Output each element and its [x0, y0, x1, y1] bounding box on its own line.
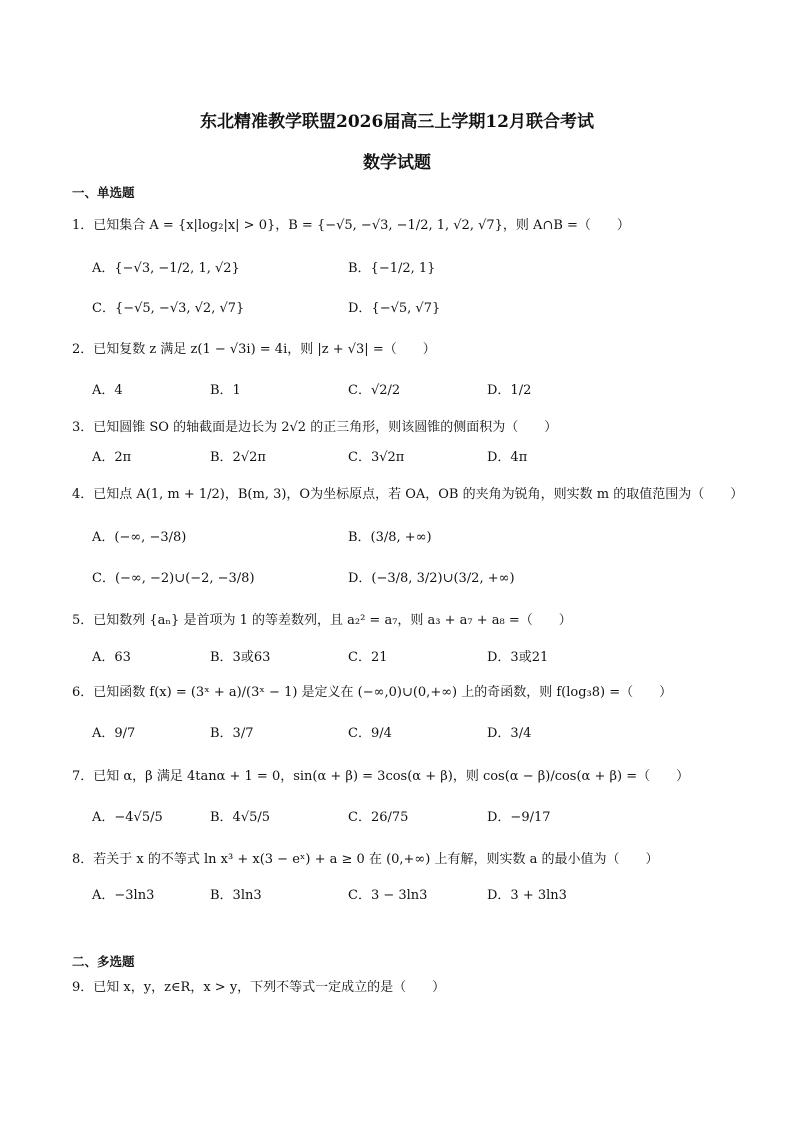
question-3-option-d: D．4π — [487, 450, 528, 465]
question-8-option-d: D．3 + 3ln3 — [487, 888, 567, 903]
question-3-option-c: C．3√2π — [348, 450, 405, 465]
question-7-option-b: B．4√5/5 — [210, 810, 271, 825]
question-4-option-d: D．(−3/8, 3/2)∪(3/2, +∞) — [348, 571, 515, 586]
page-subtitle: 数学试题 — [363, 153, 431, 173]
question-2-option-a: A．4 — [92, 383, 123, 398]
question-1-stem: 1．已知集合 A = {x|log₂|x| > 0}，B = {−√5, −√3, −1/2, 1, √2, √7}，则 A∩B =（ ） — [72, 218, 630, 233]
section-heading-multiple-choice: 二、多选题 — [72, 954, 135, 969]
question-1-option-a: A．{−√3, −1/2, 1, √2} — [92, 261, 240, 276]
question-5-option-b: B．3或63 — [210, 650, 271, 665]
question-5-option-c: C．21 — [348, 650, 388, 665]
question-6-option-c: C．9/4 — [348, 726, 392, 741]
question-8-option-a: A．−3ln3 — [92, 888, 155, 903]
question-4-option-b: B．(3/8, +∞) — [348, 530, 432, 545]
question-6-option-b: B．3/7 — [210, 726, 254, 741]
question-3-option-a: A．2π — [92, 450, 132, 465]
question-5-option-a: A．63 — [92, 650, 131, 665]
question-2-option-b: B．1 — [210, 383, 241, 398]
question-1-option-d: D．{−√5, √7} — [348, 301, 441, 316]
question-6-stem: 6．已知函数 f(x) = (3ˣ + a)/(3ˣ − 1) 是定义在 (−∞,0)∪(0,+∞) 上的奇函数，则 f(log₃8) =（ ） — [72, 685, 673, 700]
section-heading-single-choice: 一、单选题 — [72, 185, 135, 200]
question-3-stem: 3．已知圆锥 SO 的轴截面是边长为 2√2 的正三角形，则该圆锥的侧面积为（ ） — [72, 420, 558, 435]
question-5-stem: 5．已知数列 {aₙ} 是首项为 1 的等差数列，且 a₂² = a₇，则 a₃ + a₇ + a₈ =（ ） — [72, 613, 572, 628]
question-7-option-d: D．−9/17 — [487, 810, 551, 825]
question-6-option-a: A．9/7 — [92, 726, 136, 741]
question-8-option-c: C．3 − 3ln3 — [348, 888, 428, 903]
question-2-option-c: C．√2/2 — [348, 383, 401, 398]
question-7-option-c: C．26/75 — [348, 810, 409, 825]
question-4-stem: 4．已知点 A(1, m + 1/2)，B(m, 3)，O为坐标原点，若 OA，OB 的夹角为锐角，则实数 m 的取值范围为（ ） — [72, 487, 744, 502]
question-3-option-b: B．2√2π — [210, 450, 266, 465]
question-1-option-b: B．{−1/2, 1} — [348, 261, 436, 276]
question-6-option-d: D．3/4 — [487, 726, 532, 741]
question-8-stem: 8．若关于 x 的不等式 ln x³ + x(3 − eˣ) + a ≥ 0 在 (0,+∞) 上有解，则实数 a 的最小值为（ ） — [72, 852, 659, 867]
page-title: 东北精准教学联盟2026届高三上学期12月联合考试 — [200, 112, 594, 132]
question-8-option-b: B．3ln3 — [210, 888, 262, 903]
question-2-option-d: D．1/2 — [487, 383, 532, 398]
question-1-option-c: C．{−√5, −√3, √2, √7} — [92, 301, 245, 316]
question-2-stem: 2．已知复数 z 满足 z(1 − √3i) = 4i，则 |z + √3| =（ ） — [72, 342, 436, 357]
question-4-option-c: C．(−∞, −2)∪(−2, −3/8) — [92, 571, 255, 586]
question-7-option-a: A．−4√5/5 — [92, 810, 163, 825]
question-7-stem: 7．已知 α，β 满足 4tanα + 1 = 0，sin(α + β) = 3cos(α + β)，则 cos(α − β)/cos(α + β) =（ ） — [72, 769, 690, 784]
question-9-stem: 9．已知 x，y，z∈R，x > y，下列不等式一定成立的是（ ） — [72, 980, 446, 995]
question-4-option-a: A．(−∞, −3/8) — [92, 530, 187, 545]
question-5-option-d: D．3或21 — [487, 650, 549, 665]
